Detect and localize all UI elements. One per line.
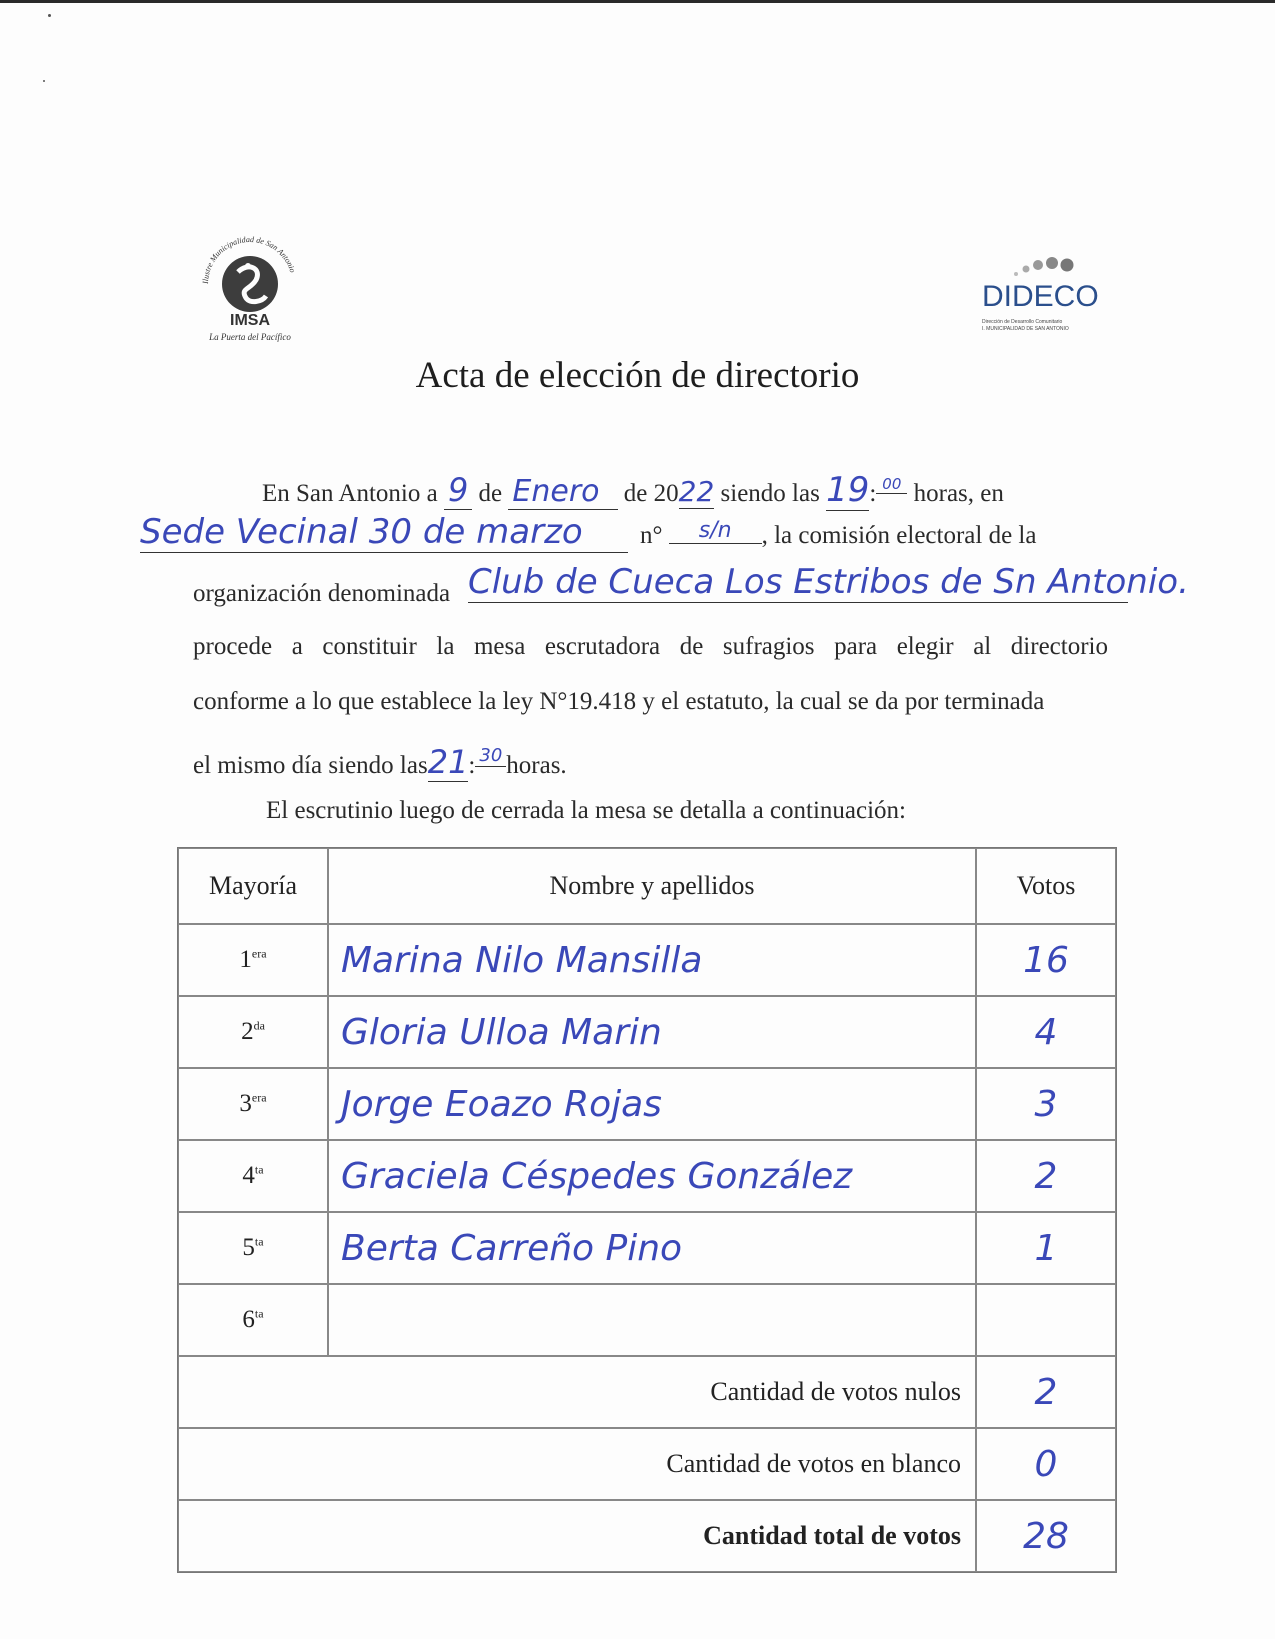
candidate-votes: 4 [976, 996, 1116, 1068]
text: el mismo día siendo las [193, 752, 428, 779]
start-hour-field: 19 [826, 470, 870, 510]
table-header-row [178, 848, 1116, 924]
text: En San Antonio a [262, 480, 438, 507]
organization-name-field: Club de Cueca Los Estribos de Sn Antonio. [468, 562, 1189, 602]
year-field: 22 [678, 475, 715, 508]
table-row [178, 1284, 1116, 1356]
candidate-name: Gloria Ulloa Marin [328, 996, 976, 1068]
scrutiny-table [177, 847, 1117, 1573]
dideco-name: DIDECO [982, 280, 1099, 313]
blank-votes-value: 0 [976, 1428, 1116, 1500]
table-row [178, 1068, 1116, 1140]
scrutiny-intro: El escrutinio luego de cerrada la mesa se detalla a continuación: [266, 797, 907, 824]
text: siendo las [720, 480, 820, 507]
blank-votes-row [178, 1428, 1116, 1500]
null-votes-row [178, 1356, 1116, 1428]
rank-cell: $1^{era}$ [178, 924, 328, 996]
candidate-name: Marina Nilo Mansilla [328, 924, 976, 996]
rank-cell: $5^{ta}$ [178, 1212, 328, 1284]
dideco-logo [976, 252, 1106, 338]
null-votes-label: Cantidad de votos nulos [178, 1356, 976, 1428]
total-votes-row [178, 1500, 1116, 1572]
paragraph-line-4: procede a constituir la mesa escrutadora de sufragios para elegir al directorio [193, 633, 1108, 660]
candidate-name [328, 1284, 976, 1356]
paragraph-line-6: el mismo día siendo las21: $^{30}$ horas. [193, 743, 567, 781]
rank-cell: $2^{da}$ [178, 996, 328, 1068]
day-field: 9 [444, 471, 472, 510]
candidate-votes [976, 1284, 1116, 1356]
paragraph-line-1: En San Antonio a 9 de Enero de 2022 siendo las 19: $^{00}$ horas, en [262, 470, 1004, 510]
imsa-tagline: La Puerta del Pacífico [209, 332, 291, 342]
text: de 20 [623, 480, 679, 507]
scan-speck [43, 80, 45, 82]
total-votes-value: 28 [976, 1500, 1116, 1572]
candidate-votes: 2 [976, 1140, 1116, 1212]
place-field: Sede Vecinal 30 de marzo [140, 512, 628, 553]
dideco-subtitle: Dirección de Desarrollo Comunitario [982, 319, 1063, 325]
total-votes-label: Cantidad total de votos [178, 1500, 976, 1572]
table-row [178, 924, 1116, 996]
scan-top-edge [0, 0, 1275, 3]
header-votes: Votos [976, 848, 1116, 924]
paragraph-line-5: conforme a lo que establece la ley N°19.418 y el estatuto, la cual se da por terminada [193, 688, 1045, 715]
text: , la comisión electoral de la [761, 522, 1037, 549]
table-row [178, 1212, 1116, 1284]
rank-cell: $4^{ta}$ [178, 1140, 328, 1212]
paragraph-line-2 [640, 518, 1037, 550]
imsa-name: IMSA [230, 312, 270, 329]
text: horas. [506, 752, 567, 779]
scan-speck [48, 14, 51, 17]
table-row [178, 1140, 1116, 1212]
rank-cell: $3^{era}$ [178, 1068, 328, 1140]
end-minutes-field: 30 [475, 745, 506, 767]
start-minutes-field: 00 [876, 475, 907, 494]
text: organización denominada [193, 580, 451, 607]
text: horas, en [913, 480, 1004, 507]
header-name: Nombre y apellidos [328, 848, 976, 924]
dideco-dots-icon [976, 252, 1106, 282]
month-field: Enero [508, 474, 617, 510]
header-majority: Mayoría [178, 848, 328, 924]
imsa-logo [190, 232, 310, 344]
text: n° [640, 522, 663, 549]
end-hour-field: 21 [427, 743, 469, 781]
document-title: Acta de elección de directorio [415, 355, 860, 396]
dideco-municipality: I. MUNICIPALIDAD DE SAN ANTONIO [982, 326, 1069, 332]
paragraph-line-3 [193, 580, 450, 608]
rank-cell: $6^{ta}$ [178, 1284, 328, 1356]
number-field: s/n [669, 518, 762, 544]
candidate-votes: 1 [976, 1212, 1116, 1284]
null-votes-value: 2 [976, 1356, 1116, 1428]
text: de [478, 480, 503, 507]
candidate-name: Berta Carreño Pino [328, 1212, 976, 1284]
imsa-arc-text: Ilustre Municipalidad de San Antonio [200, 234, 298, 285]
table-row [178, 996, 1116, 1068]
blank-votes-label: Cantidad de votos en blanco [178, 1428, 976, 1500]
candidate-votes: 16 [976, 924, 1116, 996]
candidate-name: Jorge Eoazo Rojas [328, 1068, 976, 1140]
candidate-votes: 3 [976, 1068, 1116, 1140]
candidate-name: Graciela Céspedes González [328, 1140, 976, 1212]
